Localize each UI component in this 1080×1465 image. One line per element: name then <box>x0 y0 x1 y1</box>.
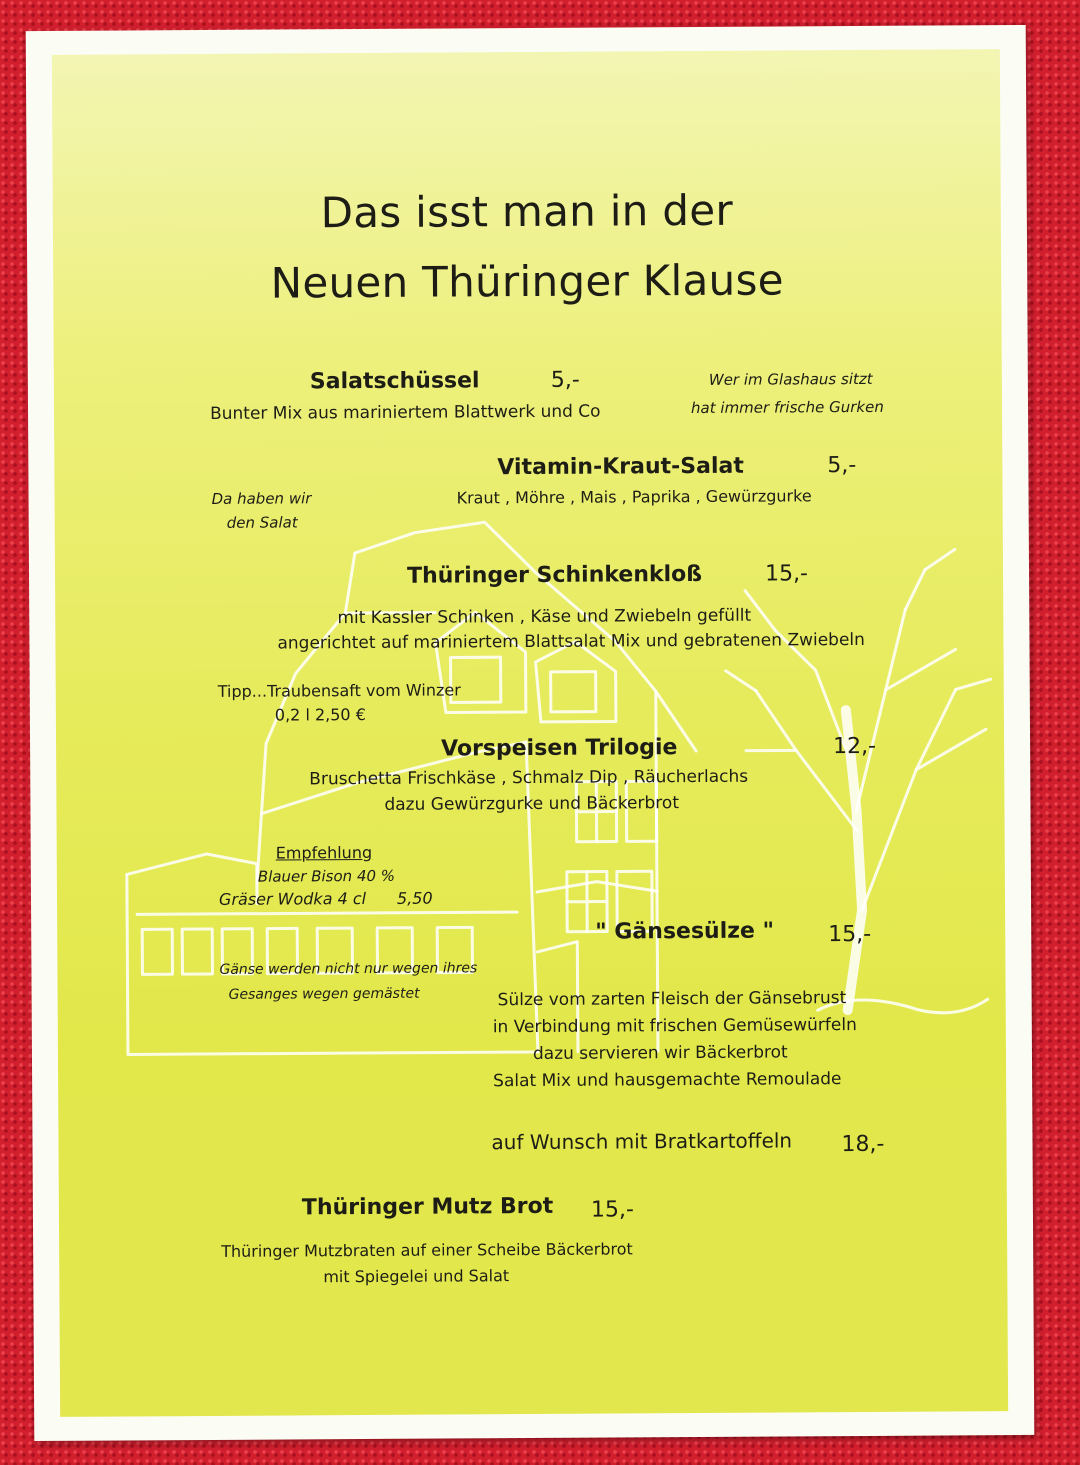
tipp-line-2: 0,2 l 2,50 € <box>274 705 366 725</box>
vorspeisen-name: Vorspeisen Trilogie <box>441 735 678 762</box>
gaensesuelze-price: 15,- <box>828 921 872 948</box>
gaensesuelze-description-2: in Verbindung mit frischen Gemüsewürfeln <box>492 1015 857 1038</box>
menu-paper <box>26 25 1035 1441</box>
empfehlung-line-1: Blauer Bison 40 % <box>257 866 396 886</box>
salat-note-line-2: den Salat <box>226 513 298 532</box>
empfehlung-line-2: Gräser Wodka 4 cl <box>218 889 367 909</box>
mutzbrot-description-1: Thüringer Mutzbraten auf einer Scheibe Bäckerbrot <box>221 1239 633 1261</box>
glashaus-note-line-2: hat immer frische Gurken <box>690 397 884 418</box>
bratkartoffeln-price: 18,- <box>841 1131 885 1158</box>
vorspeisen-description-1: Bruschetta Frischkäse , Schmalz Dip , Räucherlachs <box>309 766 749 790</box>
menu-sheet <box>52 49 1008 1417</box>
gaense-note-line-1: Gänse werden nicht nur wegen ihres <box>219 960 478 978</box>
salat-note-line-1: Da haben wir <box>211 489 312 508</box>
vitamin-salat-price: 5,- <box>827 453 857 479</box>
mutzbrot-name: Thüringer Mutz Brot <box>301 1193 554 1221</box>
schinkenkloss-description-1: mit Kassler Schinken , Käse und Zwiebeln gefüllt <box>337 605 752 629</box>
salatschuessel-name: Salatschüssel <box>309 368 480 395</box>
mutzbrot-description-2: mit Spiegelei und Salat <box>323 1266 510 1287</box>
tipp-line-1: Tipp...Traubensaft vom Winzer <box>217 680 461 701</box>
salatschuessel-price: 5,- <box>550 367 580 393</box>
gaensesuelze-name: " Gänsesülze " <box>595 918 775 945</box>
vitamin-salat-description: Kraut , Möhre , Mais , Paprika , Gewürzgurke <box>456 486 812 508</box>
bratkartoffeln-option: auf Wunsch mit Bratkartoffeln <box>491 1128 793 1155</box>
gaensesuelze-description-3: dazu servieren wir Bäckerbrot <box>532 1042 788 1064</box>
schinkenkloss-description-2: angerichtet auf mariniertem Blattsalat Mix und gebratenen Zwiebeln <box>277 629 865 654</box>
gaensesuelze-description-1: Sülze vom zarten Fleisch der Gänsebrust <box>497 988 847 1011</box>
empfehlung-price: 5,50 <box>396 888 433 908</box>
salatschuessel-description: Bunter Mix aus mariniertem Blattwerk und Co <box>209 401 601 424</box>
vorspeisen-description-2: dazu Gewürzgurke und Bäckerbrot <box>384 793 680 815</box>
gaensesuelze-description-4: Salat Mix und hausgemachte Remoulade <box>493 1069 842 1092</box>
glashaus-note-line-1: Wer im Glashaus sitzt <box>708 369 873 389</box>
schinkenkloss-price: 15,- <box>764 561 809 587</box>
empfehlung-heading: Empfehlung <box>275 842 373 863</box>
menu-title-line-1: Das isst man in der <box>320 185 734 238</box>
mutzbrot-price: 15,- <box>590 1197 634 1223</box>
schinkenkloss-name: Thüringer Schinkenkloß <box>406 561 703 589</box>
vitamin-salat-name: Vitamin-Kraut-Salat <box>497 453 744 481</box>
vorspeisen-price: 12,- <box>833 733 877 760</box>
menu-title-line-2: Neuen Thüringer Klause <box>270 255 784 308</box>
gaense-note-line-2: Gesanges wegen gemästet <box>228 985 420 1003</box>
